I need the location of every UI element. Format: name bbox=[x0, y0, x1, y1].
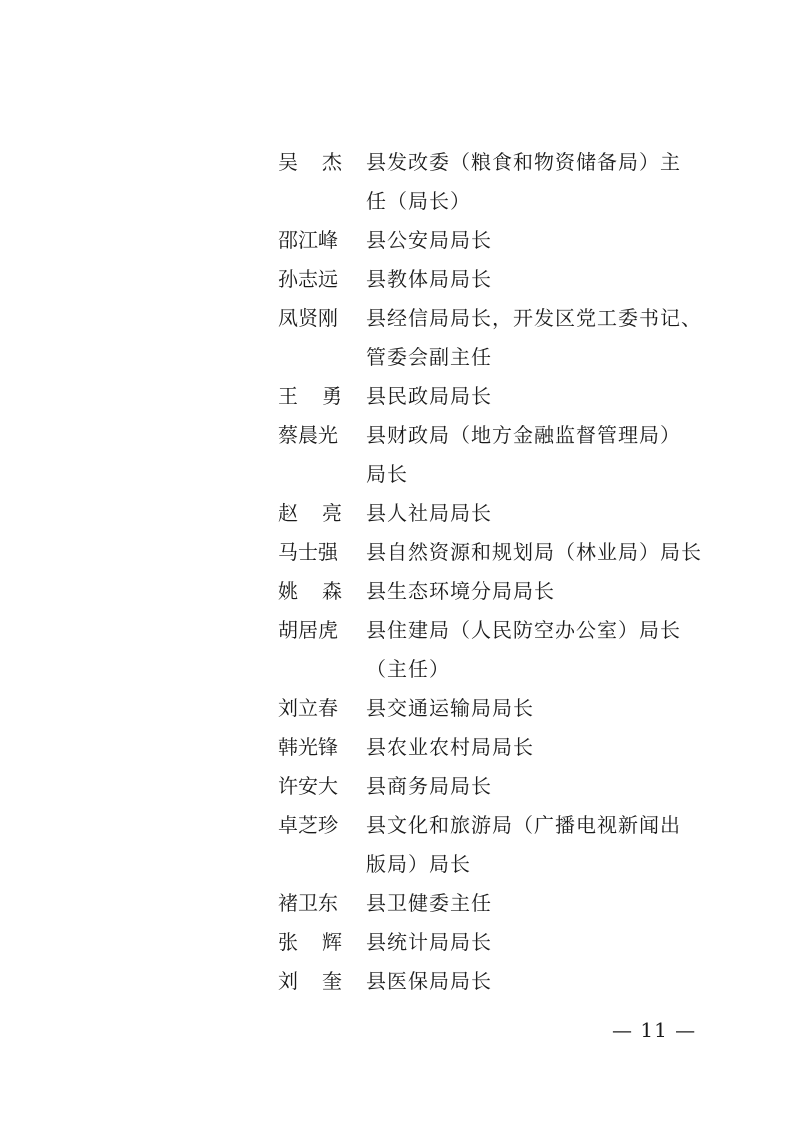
page-number: — 11 — bbox=[612, 1018, 697, 1042]
member-name bbox=[278, 221, 342, 260]
position-line: 县文化和旅游局（广播电视新闻出 bbox=[366, 813, 681, 837]
position-line: 县人社局局长 bbox=[366, 501, 492, 525]
position-line: 县教体局局长 bbox=[366, 267, 492, 291]
member-position bbox=[366, 299, 702, 377]
member-name-part: 勇 bbox=[322, 384, 342, 408]
member-name bbox=[278, 260, 342, 299]
member-name-part: 奎 bbox=[322, 969, 342, 993]
position-line: 县交通运输局局长 bbox=[366, 696, 534, 720]
member-name bbox=[278, 533, 342, 572]
member-name bbox=[278, 143, 342, 182]
position-line: 县生态环境分局局长 bbox=[366, 579, 555, 603]
position-line: 县发改委（粮食和物资储备局）主 bbox=[366, 150, 681, 174]
member-position bbox=[366, 494, 698, 533]
member-name bbox=[278, 884, 342, 923]
member-name bbox=[278, 806, 342, 845]
member-position bbox=[366, 923, 698, 962]
member-name-part: 森 bbox=[322, 579, 342, 603]
member-list bbox=[278, 143, 702, 1001]
position-line: （主任） bbox=[366, 657, 450, 681]
member-name-part: 杰 bbox=[322, 150, 342, 174]
member-name-part: 孙志远 bbox=[278, 267, 338, 291]
member-name bbox=[278, 299, 342, 338]
member-name-part: 许安大 bbox=[278, 774, 338, 798]
position-line: 管委会副主任 bbox=[366, 345, 492, 369]
member-name-part: 凤贤刚 bbox=[278, 306, 338, 330]
member-position bbox=[366, 728, 698, 767]
member-name bbox=[278, 728, 342, 767]
member-name-part: 蔡晨光 bbox=[278, 423, 338, 447]
member-name-part: 刘 bbox=[278, 969, 298, 993]
member-position bbox=[366, 689, 698, 728]
member-name-part: 王 bbox=[278, 384, 298, 408]
position-line: 县自然资源和规划局（林业局）局长 bbox=[366, 540, 702, 564]
position-line: 县医保局局长 bbox=[366, 969, 492, 993]
member-name bbox=[278, 611, 342, 650]
position-line: 县统计局局长 bbox=[366, 930, 492, 954]
list-item bbox=[278, 806, 698, 884]
list-item bbox=[278, 299, 702, 377]
member-name bbox=[278, 767, 342, 806]
member-name bbox=[278, 572, 342, 611]
member-name-part: 亮 bbox=[322, 501, 342, 525]
list-item bbox=[278, 143, 698, 221]
position-line: 县公安局局长 bbox=[366, 228, 492, 252]
member-position bbox=[366, 416, 698, 494]
position-line: 版局）局长 bbox=[366, 852, 471, 876]
member-name-part: 赵 bbox=[278, 501, 298, 525]
position-line: 县卫健委主任 bbox=[366, 891, 492, 915]
member-position bbox=[366, 806, 698, 884]
list-item bbox=[278, 260, 698, 299]
member-name bbox=[278, 962, 342, 1001]
list-item bbox=[278, 377, 698, 416]
position-line: 县住建局（人民防空办公室）局长 bbox=[366, 618, 681, 642]
member-name bbox=[278, 377, 342, 416]
member-name-part: 马士强 bbox=[278, 540, 338, 564]
position-line: 县财政局（地方金融监督管理局） bbox=[366, 423, 681, 447]
list-item bbox=[278, 221, 698, 260]
list-item bbox=[278, 923, 698, 962]
list-item bbox=[278, 611, 698, 689]
member-name-part: 胡居虎 bbox=[278, 618, 338, 642]
member-position bbox=[366, 533, 702, 572]
member-name-part: 刘立春 bbox=[278, 696, 338, 720]
member-position bbox=[366, 767, 698, 806]
list-item bbox=[278, 884, 698, 923]
member-name-part: 卓芝珍 bbox=[278, 813, 338, 837]
member-name bbox=[278, 923, 342, 962]
position-line: 局长 bbox=[366, 462, 408, 486]
member-name-part: 吴 bbox=[278, 150, 298, 174]
list-item bbox=[278, 962, 698, 1001]
member-position bbox=[366, 143, 698, 221]
list-item bbox=[278, 572, 698, 611]
member-position bbox=[366, 260, 698, 299]
position-line: 县商务局局长 bbox=[366, 774, 492, 798]
list-item bbox=[278, 494, 698, 533]
member-position bbox=[366, 572, 698, 611]
position-line: 县经信局局长，开发区党工委书记、 bbox=[366, 306, 702, 330]
list-item bbox=[278, 533, 702, 572]
member-name bbox=[278, 494, 342, 533]
list-item bbox=[278, 689, 698, 728]
member-name-part: 张 bbox=[278, 930, 298, 954]
list-item bbox=[278, 728, 698, 767]
member-name-part: 辉 bbox=[322, 930, 342, 954]
member-position bbox=[366, 962, 698, 1001]
member-name-part: 韩光锋 bbox=[278, 735, 338, 759]
list-item bbox=[278, 767, 698, 806]
member-position bbox=[366, 221, 698, 260]
member-name bbox=[278, 416, 342, 455]
position-line: 任（局长） bbox=[366, 189, 471, 213]
member-name bbox=[278, 689, 342, 728]
position-line: 县民政局局长 bbox=[366, 384, 492, 408]
list-item bbox=[278, 416, 698, 494]
position-line: 县农业农村局局长 bbox=[366, 735, 534, 759]
member-position bbox=[366, 884, 698, 923]
member-position bbox=[366, 377, 698, 416]
member-name-part: 邵江峰 bbox=[278, 228, 338, 252]
member-position bbox=[366, 611, 698, 689]
member-name-part: 姚 bbox=[278, 579, 298, 603]
member-name-part: 褚卫东 bbox=[278, 891, 338, 915]
